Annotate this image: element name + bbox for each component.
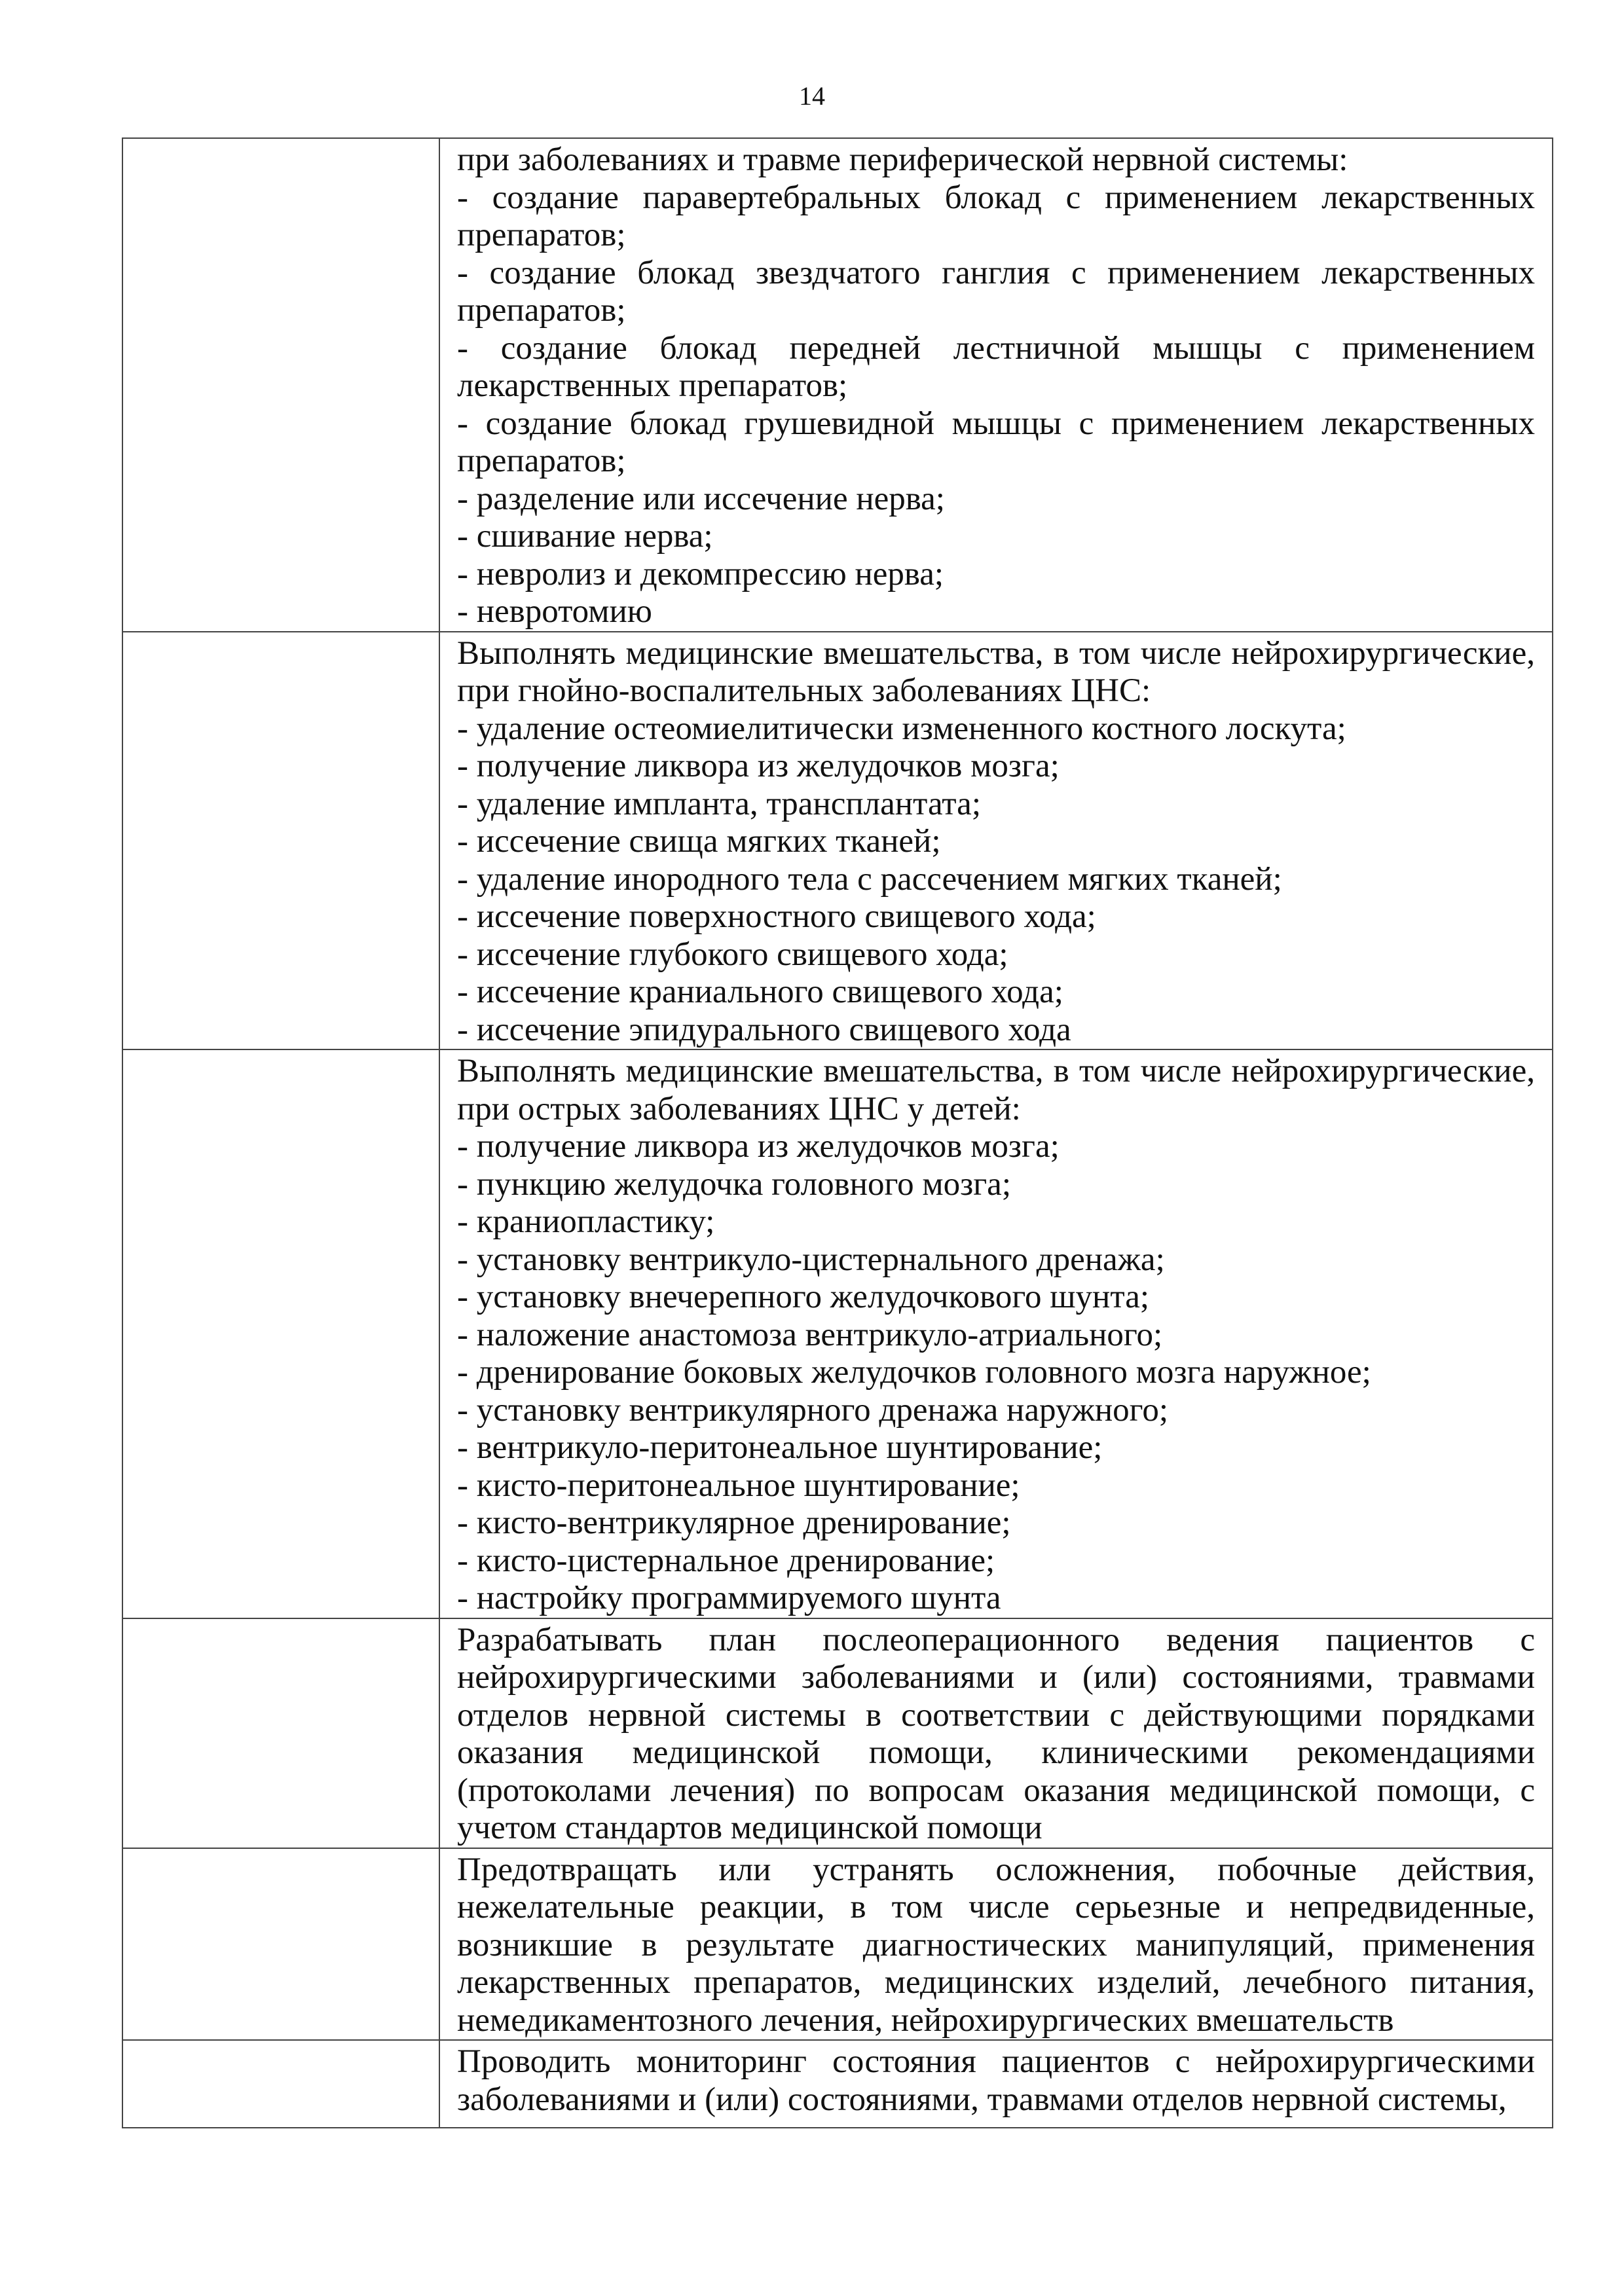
list-item: - иссечение свища мягких тканей; [457,823,1535,861]
list-item: - создание блокад передней лестничной мышцы с применением лекарственных препаратов; [457,330,1535,405]
list-item: - получение ликвора из желудочков мозга; [457,1128,1535,1166]
row-heading: при заболеваниях и травме периферической нервной системы: [457,141,1348,178]
page-number: 14 [799,81,825,111]
list-item: - получение ликвора из желудочков мозга; [457,748,1535,786]
cell-content [440,1050,1552,1618]
list-item: - установку внечерепного желудочкового шунта; [457,1279,1535,1317]
left-column-cell [122,1848,439,2041]
list-item: - сшивание нерва; [457,518,1535,556]
left-column-cell [122,138,439,632]
list-item: - дренирование боковых желудочков головного мозга наружное; [457,1354,1535,1392]
left-column-cell [122,1618,439,1848]
competency-table [122,137,1553,2128]
cell-content [440,1849,1552,2040]
item-list [457,1128,1535,1618]
list-item: - вентрикуло-перитонеальное шунтирование; [457,1429,1535,1467]
list-item: - кисто-перитонеальное шунтирование; [457,1467,1535,1505]
item-list [457,710,1535,1049]
right-column-cell [439,632,1553,1050]
list-item: - иссечение глубокого свищевого хода; [457,936,1535,974]
list-item: - удаление остеомиелитически измененного костного лоскута; [457,710,1535,748]
table-row [122,1618,1553,1848]
row-heading: Выполнять медицинские вмешательства, в том числе нейрохирургические, при гнойно-воспалительных заболеваниях ЦНС: [457,634,1535,709]
right-column-cell [439,2040,1553,2128]
list-item: - пункцию желудочка головного мозга; [457,1166,1535,1204]
cell-content [440,632,1552,1049]
list-item: - установку вентрикулярного дренажа наружного; [457,1392,1535,1430]
list-item: - установку вентрикуло-цистернального дренажа; [457,1241,1535,1279]
list-item: - иссечение эпидурального свищевого хода [457,1011,1535,1049]
cell-content [440,1619,1552,1848]
right-column-cell [439,1049,1553,1618]
list-item: - иссечение краниального свищевого хода; [457,974,1535,1011]
list-item: - иссечение поверхностного свищевого хода; [457,898,1535,936]
row-heading: Выполнять медицинские вмешательства, в том числе нейрохирургические, при острых заболеваниях ЦНС у детей: [457,1053,1535,1127]
list-item: - создание паравертебральных блокад с применением лекарственных препаратов; [457,179,1535,255]
right-column-cell [439,138,1553,632]
row-paragraph: Разрабатывать план послеоперационного ведения пациентов с нейрохирургическими заболеваниями и (или) состояниями, травмами отделов нервной системы в соответствии с действующими порядками оказания медицинской помощи, клиническими рекомендациями (протоколами лечения) по вопросам оказания медицинской помощи, с учетом стандартов медицинской помощи [457,1621,1535,1846]
left-column-cell [122,2040,439,2128]
list-item: - кисто-вентрикулярное дренирование; [457,1504,1535,1542]
table-row [122,138,1553,632]
table-row [122,1049,1553,1618]
list-item: - невротомию [457,593,1535,631]
right-column-cell [439,1848,1553,2041]
item-list [457,179,1535,631]
table-row [122,2040,1553,2128]
list-item: - кисто-цистернальное дренирование; [457,1542,1535,1580]
list-item: - настройку программируемого шунта [457,1580,1535,1618]
list-item: - удаление импланта, трансплантата; [457,786,1535,824]
right-column-cell [439,1618,1553,1848]
list-item: - создание блокад звездчатого ганглия с применением лекарственных препаратов; [457,255,1535,330]
list-item: - удаление инородного тела с рассечением мягких тканей; [457,861,1535,899]
list-item: - наложение анастомоза вентрикуло-атриального; [457,1317,1535,1355]
left-column-cell [122,1049,439,1618]
cell-content [440,2041,1552,2127]
list-item: - создание блокад грушевидной мышцы с применением лекарственных препаратов; [457,405,1535,481]
list-item: - краниопластику; [457,1203,1535,1241]
row-paragraph: Предотвращать или устранять осложнения, побочные действия, нежелательные реакции, в том числе серьезные и непредвиденные, возникшие в результате диагностических манипуляций, применения лекарственных препаратов, медицинских изделий, лечебного питания, немедикаментозного лечения, нейрохирургических вмешательств [457,1851,1535,2039]
table-row [122,632,1553,1050]
list-item: - невролиз и декомпрессию нерва; [457,556,1535,594]
list-item: - разделение или иссечение нерва; [457,481,1535,519]
cell-content [440,139,1552,631]
table-row [122,1848,1553,2041]
row-paragraph: Проводить мониторинг состояния пациентов с нейрохирургическими заболеваниями и (или) состояниями, травмами отделов нервной системы, [457,2043,1535,2118]
left-column-cell [122,632,439,1050]
